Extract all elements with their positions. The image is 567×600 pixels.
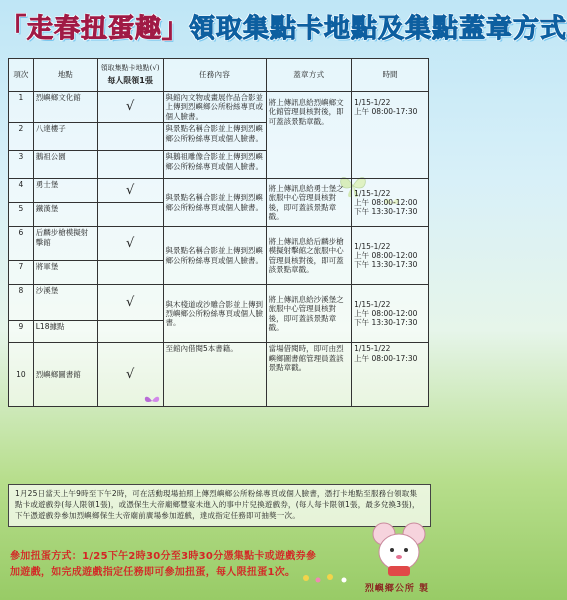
table-row	[9, 285, 429, 321]
gacha-line-2: 加遊戲，如完成遊戲指定任務即可參加扭蛋，每人限扭蛋1次。	[10, 566, 296, 578]
row-task: 與鵝祖雕像合影並上傳到烈嶼鄉公所粉絲專頁或個人臉書。	[163, 151, 266, 179]
table-row	[9, 343, 429, 407]
row-task: 與景點名稱合影並上傳到烈嶼鄉公所粉絲專頁或個人臉書。	[163, 227, 266, 285]
row-time	[352, 92, 429, 179]
gacha-line-1: 參加扭蛋方式：1/25下午2時30分至3時30分憑集點卡或遊戲券參	[10, 551, 317, 562]
time-am: 上午 08:00-12:00	[354, 197, 418, 207]
time-am: 上午 08:00-12:00	[354, 308, 418, 318]
row-site: 勇士堡	[33, 179, 97, 203]
collection-table	[8, 58, 429, 407]
header-time: 時間	[352, 59, 429, 92]
header-stamp: 蓋章方式	[266, 59, 351, 92]
row-site: 后麟步槍模擬射擊館	[33, 227, 97, 261]
row-stamp: 將上傳訊息給后麟步槍模擬射擊館之旅服中心管理員核對後，即可蓋該景點章戳。	[266, 227, 351, 285]
check-empty	[97, 261, 163, 285]
time-pm: 下午 13:30-17:30	[354, 260, 418, 270]
time-date: 1/15-1/22	[354, 241, 391, 251]
time-am: 上午 08:00-12:00	[354, 250, 418, 260]
row-time	[352, 179, 429, 227]
row-site: 八達樓子	[33, 123, 97, 151]
event-note: 1月25日當天上午9時至下午2時，可在活動現場拍照上傳烈嶼鄉公所粉絲專頁或個人臉書，憑打卡地點至服務台領取集點卡或遊戲券(每人限領1張)，或憑保生大帝廟鄉豐宴未進入的事中片兒換遊戲券，(每人每卡限領1張，最多兌換3張)，下午憑遊戲券參加烈嶼鄉保生大帝廟前廣場參加遊戲，達成指定任務即可抽獎一次。	[8, 484, 431, 527]
check-mark: √	[97, 227, 163, 261]
time-date: 1/15-1/22	[354, 188, 391, 198]
header-card-pickup-limit: 每人限領1張	[107, 75, 153, 85]
table-row	[9, 92, 429, 123]
row-site: L18據點	[33, 321, 97, 343]
purple-butterfly-icon	[144, 394, 160, 408]
row-stamp: 將上傳訊息給沙溪堡之旅服中心管理員核對後，即可蓋該景點章戳。	[266, 285, 351, 343]
page-title	[0, 8, 567, 46]
time-pm: 下午 13:30-17:30	[354, 318, 418, 328]
row-time	[352, 285, 429, 343]
row-task: 與木棧道或沙雕合影並上傳到烈嶼鄉公所粉絲專頁或個人臉書。	[163, 285, 266, 343]
row-site: 鐵漢堡	[33, 203, 97, 227]
row-no: 7	[9, 261, 34, 285]
row-no: 1	[9, 92, 34, 123]
row-no: 3	[9, 151, 34, 179]
row-no: 8	[9, 285, 34, 321]
row-time	[352, 227, 429, 285]
time-date: 1/15-1/22	[354, 299, 391, 309]
row-no: 6	[9, 227, 34, 261]
row-no: 9	[9, 321, 34, 343]
check-mark: √	[97, 92, 163, 123]
row-site: 將軍堡	[33, 261, 97, 285]
check-mark: √	[97, 285, 163, 321]
flower-cluster-icon	[300, 566, 360, 586]
row-site: 沙溪堡	[33, 285, 97, 321]
time-date: 1/15-1/22	[354, 344, 391, 354]
row-task: 至館內借閱5本書籍。	[163, 343, 266, 407]
header-no: 項次	[9, 59, 34, 92]
row-stamp: 將上傳訊息給勇士堡之旅服中心管理員核對後，即可蓋該景點章戳。	[266, 179, 351, 227]
title-prefix: 「走春扭蛋趣」	[0, 14, 190, 44]
mouse-mascot-icon	[368, 518, 430, 580]
row-task: 與館內文物或畫展作品合影並上傳到烈嶼鄉公所粉絲專頁或個人臉書。	[163, 92, 266, 123]
table-header-row	[9, 59, 429, 92]
gacha-instructions	[10, 549, 350, 580]
row-site: 鵝祖公園	[33, 151, 97, 179]
header-card-pickup-label: 領取集點卡地點(√)	[100, 64, 160, 73]
time-am: 上午 08:00-17:30	[354, 353, 418, 363]
check-empty	[97, 123, 163, 151]
check-empty	[97, 321, 163, 343]
time-date: 1/15-1/22	[354, 98, 391, 107]
time-am: 上午 08:00-17:30	[354, 107, 418, 117]
row-site: 烈嶼鄉文化館	[33, 92, 97, 123]
row-site: 烈嶼鄉圖書館	[33, 343, 97, 407]
header-task: 任務內容	[163, 59, 266, 92]
row-time	[352, 343, 429, 407]
row-task: 與景點名稱合影並上傳到烈嶼鄉公所粉絲專頁或個人臉書。	[163, 179, 266, 227]
producer-credit: 烈嶼鄉公所 製	[364, 584, 429, 594]
check-empty	[97, 203, 163, 227]
table-row	[9, 227, 429, 261]
row-no: 2	[9, 123, 34, 151]
row-stamp: 當場借閱時，即可由烈嶼鄉圖書館管理員蓋該景點章戳。	[266, 343, 351, 407]
check-empty	[97, 151, 163, 179]
row-no: 10	[9, 343, 34, 407]
row-no: 4	[9, 179, 34, 203]
title-main: 領取集點卡地點及集點蓋章方式	[189, 14, 567, 44]
time-pm: 下午 13:30-17:30	[354, 207, 418, 217]
row-no: 5	[9, 203, 34, 227]
header-card-pickup	[97, 59, 163, 92]
header-site: 地點	[33, 59, 97, 92]
table-row	[9, 179, 429, 203]
row-task: 與景點名稱合影並上傳到烈嶼鄉公所粉絲專頁或個人臉書。	[163, 123, 266, 151]
check-mark: √	[97, 179, 163, 203]
check-mark: √	[97, 343, 163, 407]
row-stamp: 將上傳訊息給烈嶼鄉文化館管理員核對後，即可蓋該景點章戳。	[266, 92, 351, 179]
